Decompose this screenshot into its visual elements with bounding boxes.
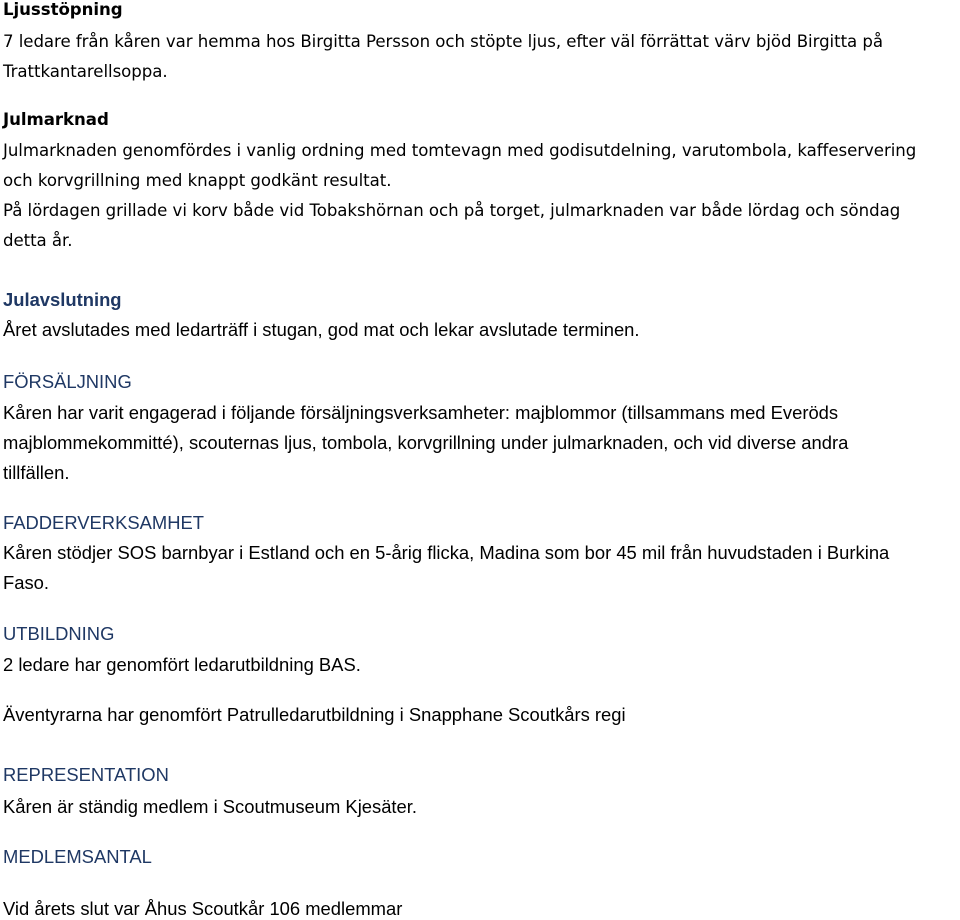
paragraph-line: Vid årets slut var Åhus Scoutkår 106 medlemmar <box>3 898 403 919</box>
paragraph-line: 2 ledare har genomfört ledarutbildning BAS. <box>3 654 361 675</box>
paragraph-line: Kåren stödjer SOS barnbyar i Estland och en 5-årig flicka, Madina som bor 45 mil från huvudstaden i Burkina <box>3 542 890 563</box>
paragraph-line: Kåren är ständig medlem i Scoutmuseum Kjesäter. <box>3 796 417 817</box>
paragraph-line: majblommekommitté), scouternas ljus, tombola, korvgrillning under julmarknaden, och vid diverse andra <box>3 432 849 453</box>
paragraph-line: Kåren har varit engagerad i följande försäljningsverksamheter: majblommor (tillsammans med Everöds <box>3 402 839 423</box>
paragraph-line: 7 ledare från kåren var hemma hos Birgitta Persson och stöpte ljus, efter väl förrättat värv bjöd Birgitta på <box>3 32 883 51</box>
paragraph-line: tillfällen. <box>3 462 70 483</box>
paragraph-line: Julmarknaden genomfördes i vanlig ordning med tomtevagn med godisutdelning, varutombola, kaffeservering <box>3 141 917 160</box>
heading-julavslutning: Julavslutning <box>3 289 122 310</box>
paragraph-line: Trattkantarellsoppa. <box>3 62 168 81</box>
paragraph-line: och korvgrillning med knappt godkänt resultat. <box>3 171 392 190</box>
paragraph-line: detta år. <box>3 231 73 250</box>
paragraph-line: På lördagen grillade vi korv både vid Tobakshörnan och på torget, julmarknaden var både lördag och söndag <box>3 201 901 220</box>
paragraph-line: Året avslutades med ledarträff i stugan, god mat och lekar avslutade terminen. <box>3 319 640 340</box>
paragraph-line: Faso. <box>3 572 49 593</box>
heading-ljusstopning: Ljusstöpning <box>3 0 123 19</box>
heading-fadderverksamhet: FADDERVERKSAMHET <box>3 512 204 533</box>
heading-julmarknad: Julmarknad <box>3 110 109 129</box>
heading-forsaljning: FÖRSÄLJNING <box>3 371 132 392</box>
heading-medlemsantal: MEDLEMSANTAL <box>3 846 152 867</box>
paragraph-line: Äventyrarna har genomfört Patrulledarutbildning i Snapphane Scoutkårs regi <box>3 704 626 725</box>
heading-utbildning: UTBILDNING <box>3 623 115 644</box>
heading-representation: REPRESENTATION <box>3 764 169 785</box>
